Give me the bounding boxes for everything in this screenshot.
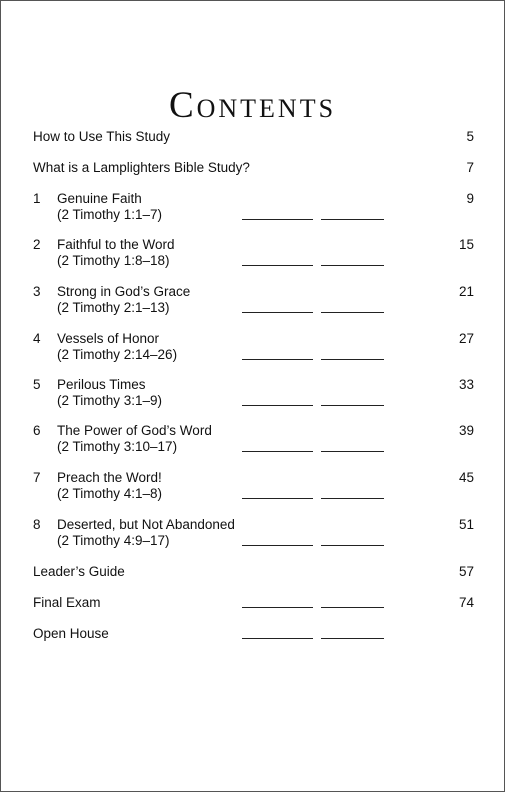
date-blank[interactable]	[321, 638, 384, 639]
page-title: Contents	[168, 84, 337, 126]
lesson-number: 4	[33, 331, 41, 346]
lesson-number: 8	[33, 517, 41, 532]
entry-label: Open House	[33, 626, 109, 641]
lesson-title: Strong in God’s Grace	[57, 284, 191, 299]
date-blank[interactable]	[321, 607, 384, 608]
lesson-reference: (2 Timothy 2:14–26)	[57, 347, 178, 362]
lesson-title: Genuine Faith	[57, 191, 142, 206]
lesson-number: 5	[33, 377, 41, 392]
lesson-reference: (2 Timothy 1:8–18)	[57, 253, 170, 268]
entry-page-number: 7	[466, 160, 474, 175]
entry-page-number: 57	[458, 564, 474, 579]
entry-page-number: 45	[458, 470, 474, 485]
lesson-number: 6	[33, 423, 41, 438]
lesson-title: Deserted, but Not Abandoned	[57, 517, 235, 532]
lesson-reference: (2 Timothy 3:10–17)	[57, 439, 178, 454]
lesson-number: 3	[33, 284, 41, 299]
entry-page-number: 21	[458, 284, 474, 299]
lesson-reference: (2 Timothy 3:1–9)	[57, 393, 163, 408]
date-blank[interactable]	[242, 498, 313, 499]
date-blank[interactable]	[242, 359, 313, 360]
entry-page-number: 5	[466, 129, 474, 144]
lesson-title: Vessels of Honor	[57, 331, 160, 346]
date-blank[interactable]	[242, 451, 313, 452]
lesson-title: Faithful to the Word	[57, 237, 175, 252]
lesson-number: 2	[33, 237, 41, 252]
entry-page-number: 33	[458, 377, 474, 392]
lesson-title: Preach the Word!	[57, 470, 162, 485]
entry-page-number: 51	[458, 517, 474, 532]
date-blank[interactable]	[242, 265, 313, 266]
entry-page-number: 27	[458, 331, 474, 346]
date-blank[interactable]	[242, 607, 313, 608]
date-blank[interactable]	[321, 451, 384, 452]
date-blank[interactable]	[321, 545, 384, 546]
date-blank[interactable]	[242, 545, 313, 546]
entry-page-number: 74	[458, 595, 474, 610]
date-blank[interactable]	[321, 219, 384, 220]
date-blank[interactable]	[321, 265, 384, 266]
lesson-number: 1	[33, 191, 41, 206]
date-blank[interactable]	[321, 405, 384, 406]
entry-page-number: 39	[458, 423, 474, 438]
entry-page-number: 15	[458, 237, 474, 252]
entry-label: Leader’s Guide	[33, 564, 125, 579]
lesson-title: The Power of God’s Word	[57, 423, 212, 438]
lesson-reference: (2 Timothy 1:1–7)	[57, 207, 163, 222]
entry-label: What is a Lamplighters Bible Study?	[33, 160, 250, 175]
entry-label: Final Exam	[33, 595, 101, 610]
date-blank[interactable]	[321, 498, 384, 499]
entry-page-number: 9	[466, 191, 474, 206]
lesson-number: 7	[33, 470, 41, 485]
lesson-reference: (2 Timothy 4:9–17)	[57, 533, 170, 548]
date-blank[interactable]	[242, 405, 313, 406]
lesson-reference: (2 Timothy 4:1–8)	[57, 486, 163, 501]
entry-label: How to Use This Study	[33, 129, 171, 144]
date-blank[interactable]	[321, 359, 384, 360]
date-blank[interactable]	[242, 219, 313, 220]
date-blank[interactable]	[242, 638, 313, 639]
lesson-reference: (2 Timothy 2:1–13)	[57, 300, 170, 315]
lesson-title: Perilous Times	[57, 377, 146, 392]
date-blank[interactable]	[242, 312, 313, 313]
date-blank[interactable]	[321, 312, 384, 313]
